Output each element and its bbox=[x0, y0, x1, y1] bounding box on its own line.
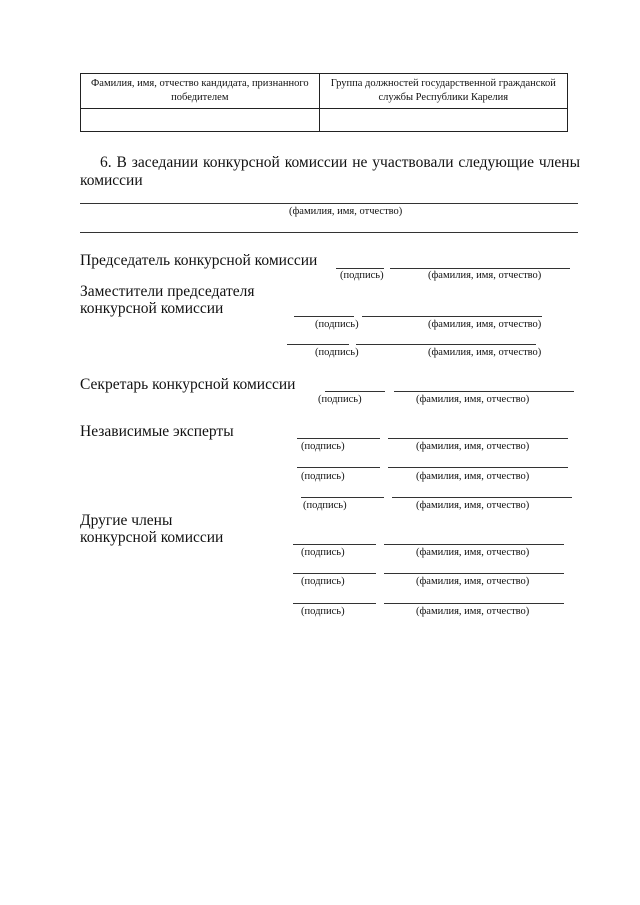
expert-2-name-line[interactable] bbox=[388, 467, 568, 468]
paragraph-6 bbox=[80, 154, 580, 190]
other-3-name-line[interactable] bbox=[384, 603, 564, 604]
table-header-row bbox=[81, 74, 568, 109]
signature-caption: (подпись) bbox=[301, 547, 345, 558]
name-caption: (фамилия, имя, отчество) bbox=[416, 606, 530, 617]
table-cell-candidate[interactable] bbox=[81, 109, 320, 132]
absent-members-caption: (фамилия, имя, отчество) bbox=[289, 206, 403, 217]
experts-label: Независимые эксперты bbox=[80, 423, 234, 440]
winner-table bbox=[80, 73, 568, 132]
name-caption: (фамилия, имя, отчество) bbox=[416, 576, 530, 587]
table-row bbox=[81, 109, 568, 132]
deputy-2-signature-line[interactable] bbox=[287, 344, 349, 345]
signature-caption: (подпись) bbox=[318, 394, 362, 405]
signature-caption: (подпись) bbox=[340, 270, 384, 281]
name-caption: (фамилия, имя, отчество) bbox=[428, 347, 542, 358]
name-caption: (фамилия, имя, отчество) bbox=[416, 500, 530, 511]
para-word: члены bbox=[538, 154, 580, 171]
header-position-group: Группа должностей государственной гражданской службы Республики Карелия bbox=[319, 74, 567, 109]
absent-members-line-2[interactable] bbox=[80, 232, 578, 233]
name-caption: (фамилия, имя, отчество) bbox=[428, 270, 542, 281]
others-label-line-1: Другие члены bbox=[80, 512, 173, 529]
deputy-1-name-line[interactable] bbox=[362, 316, 542, 317]
deputies-label-line-2: конкурсной комиссии bbox=[80, 300, 224, 317]
signature-caption: (подпись) bbox=[301, 576, 345, 587]
signature-caption: (подпись) bbox=[303, 500, 347, 511]
secretary-name-line[interactable] bbox=[394, 391, 574, 392]
chairman-signature-line[interactable] bbox=[336, 268, 384, 269]
name-caption: (фамилия, имя, отчество) bbox=[416, 471, 530, 482]
para-word: участвовали bbox=[372, 154, 454, 171]
other-2-signature-line[interactable] bbox=[293, 573, 376, 574]
deputy-2-name-line[interactable] bbox=[356, 344, 536, 345]
para-word: следующие bbox=[458, 154, 534, 171]
absent-members-line-1[interactable] bbox=[80, 203, 578, 204]
name-caption: (фамилия, имя, отчество) bbox=[416, 394, 530, 405]
chairman-label: Председатель конкурсной комиссии bbox=[80, 252, 318, 269]
signature-caption: (подпись) bbox=[301, 441, 345, 452]
other-1-signature-line[interactable] bbox=[293, 544, 376, 545]
other-2-name-line[interactable] bbox=[384, 573, 564, 574]
para-word: заседании bbox=[131, 154, 199, 171]
expert-2-signature-line[interactable] bbox=[297, 467, 380, 468]
paragraph-6-line-1 bbox=[80, 154, 580, 172]
other-3-signature-line[interactable] bbox=[293, 603, 376, 604]
name-caption: (фамилия, имя, отчество) bbox=[416, 441, 530, 452]
secretary-label: Секретарь конкурсной комиссии bbox=[80, 376, 296, 393]
signature-caption: (подпись) bbox=[301, 606, 345, 617]
para-word: конкурсной bbox=[203, 154, 280, 171]
signature-caption: (подпись) bbox=[301, 471, 345, 482]
para-word: В bbox=[116, 154, 127, 171]
others-label-line-2: конкурсной комиссии bbox=[80, 529, 224, 546]
paragraph-6-line-2: комиссии bbox=[80, 172, 143, 189]
deputies-label-line-1: Заместители председателя bbox=[80, 283, 255, 300]
signature-caption: (подпись) bbox=[315, 347, 359, 358]
deputy-1-signature-line[interactable] bbox=[294, 316, 354, 317]
name-caption: (фамилия, имя, отчество) bbox=[416, 547, 530, 558]
expert-3-name-line[interactable] bbox=[392, 497, 572, 498]
secretary-signature-line[interactable] bbox=[325, 391, 385, 392]
signature-caption: (подпись) bbox=[315, 319, 359, 330]
header-candidate-name: Фамилия, имя, отчество кандидата, признанного победителем bbox=[81, 74, 320, 109]
name-caption: (фамилия, имя, отчество) bbox=[428, 319, 542, 330]
para-word: комиссии bbox=[284, 154, 348, 171]
other-1-name-line[interactable] bbox=[384, 544, 564, 545]
expert-1-signature-line[interactable] bbox=[297, 438, 380, 439]
table-cell-group[interactable] bbox=[319, 109, 567, 132]
para-word: 6. bbox=[100, 154, 112, 171]
chairman-name-line[interactable] bbox=[390, 268, 570, 269]
para-word: не bbox=[352, 154, 368, 171]
expert-1-name-line[interactable] bbox=[388, 438, 568, 439]
expert-3-signature-line[interactable] bbox=[301, 497, 384, 498]
